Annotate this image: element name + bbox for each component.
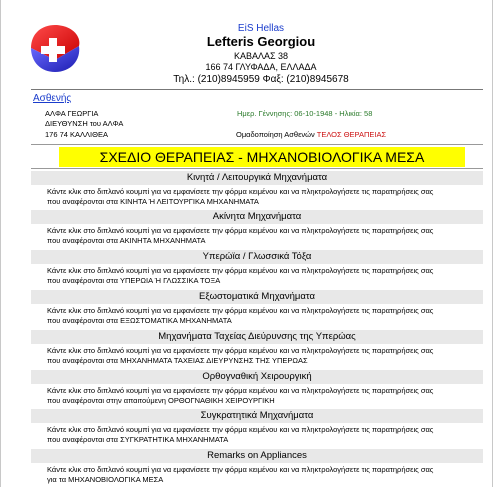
address-street: ΚΑΒΑΛΑΣ 38: [233, 51, 289, 61]
section-text-line: Κάντε κλικ στο διπλανό κουμπί για να εμφανίσετε την φόρμα κειμένου και να πληκτρολογήσετε τις παρατηρήσεις σας: [47, 465, 434, 474]
section-text-line: Κάντε κλικ στο διπλανό κουμπί για να εμφανίσετε την φόρμα κειμένου και να πληκτρολογήσετε τις παρατηρήσεις σας: [47, 386, 434, 395]
section-text-line: Κάντε κλικ στο διπλανό κουμπί για να εμφανίσετε την φόρμα κειμένου και να πληκτρολογήσετε τις παρατηρήσεις σας: [47, 425, 434, 434]
section-title: Ακίνητα Μηχανήματα: [31, 210, 483, 224]
section-text-line: που αναφέρονται στην απαιτούμενη ΟΡΘΟΓΝΑΘΙΚΗ ΧΕΙΡΟΥΡΓΙΚΗ: [47, 396, 275, 405]
treatment-plan-banner: ΣΧΕΔΙΟ ΘΕΡΑΠΕΙΑΣ - ΜΗΧΑΝΟΒΙΟΛΟΓΙΚΑ ΜΕΣΑ: [59, 147, 465, 167]
section-text-line: Κάντε κλικ στο διπλανό κουμπί για να εμφανίσετε την φόρμα κειμένου και να πληκτρολογήσετε τις παρατηρήσεις σας: [47, 306, 434, 315]
patient-city: 176 74 ΚΑΛΛΙΘΕΑ: [45, 130, 108, 139]
section-title: Μηχανήματα Ταχείας Διεύρυνσης της Υπερώας: [31, 330, 483, 344]
section-text[interactable]: [47, 386, 477, 406]
section-text-line: που αναφέρονται στα ΚΙΝΗΤΑ Ή ΛΕΙΤΟΥΡΓΙΚΑ ΜΗΧΑΝΗΜΑΤΑ: [47, 197, 259, 206]
section-text-line: Κάντε κλικ στο διπλανό κουμπί για να εμφανίσετε την φόρμα κειμένου και να πληκτρολογήσετε τις παρατηρήσεις σας: [47, 266, 434, 275]
section-title: Remarks on Appliances: [31, 449, 483, 463]
contact-phone-fax: Τηλ.: (210)8945959 Φαξ: (210)8945678: [173, 74, 349, 85]
patient-birth-info: Ημερ. Γέννησης: 06-10-1948 - Ηλικία: 58: [237, 109, 373, 118]
section-text-line: για τα ΜΗΧΑΝΟΒΙΟΛΟΓΙΚΑ ΜΕΣΑ: [47, 475, 164, 484]
section-text-line: που αναφέρονται στα ΥΠΕΡΩΙΑ Ή ΓΛΩΣΣΙΚΑ ΤΟΞΑ: [47, 276, 221, 285]
clinic-logo-icon: [27, 20, 83, 76]
section-text-line: Κάντε κλικ στο διπλανό κουμπί για να εμφανίσετε την φόρμα κειμένου και να πληκτρολογήσετε τις παρατηρήσεις σας: [47, 187, 434, 196]
address-city: 166 74 ΓΛΥΦΑΔΑ, ΕΛΛΑΔΑ: [205, 62, 317, 72]
section-text[interactable]: [47, 226, 477, 246]
section-title: Υπερώϊα / Γλωσσικά Τόξα: [31, 250, 483, 264]
section-title: Εξωστοματικά Μηχανήματα: [31, 290, 483, 304]
section-text-line: που αναφέρονται στα ΕΞΩΣΤΟΜΑΤΙΚΑ ΜΗΧΑΝΗΜΑΤΑ: [47, 316, 232, 325]
section-text[interactable]: [47, 425, 477, 445]
patient-divider: [31, 144, 483, 145]
patient-group-value: ΤΕΛΟΣ ΘΕΡΑΠΕΙΑΣ: [316, 130, 387, 139]
section-text[interactable]: [47, 266, 477, 286]
section-text[interactable]: [47, 465, 477, 485]
banner-divider: [31, 168, 483, 169]
section-text[interactable]: [47, 306, 477, 326]
section-text[interactable]: [47, 346, 477, 366]
patient-name: ΑΛΦΑ ΓΕΩΡΓΙΑ: [45, 109, 99, 118]
section-text-line: που αναφέρονται στα ΑΚΙΝΗΤΑ ΜΗΧΑΝΗΜΑΤΑ: [47, 236, 206, 245]
org-name: EiS Hellas: [237, 23, 285, 34]
section-text-line: Κάντε κλικ στο διπλανό κουμπί για να εμφανίσετε την φόρμα κειμένου και να πληκτρολογήσετε τις παρατηρήσεις σας: [47, 346, 434, 355]
section-title: Ορθογναθική Χειρουργική: [31, 370, 483, 384]
patient-link[interactable]: Ασθενής: [33, 93, 72, 104]
section-text[interactable]: [47, 187, 477, 207]
patient-group: [236, 130, 386, 139]
header-divider: [31, 89, 483, 90]
patient-group-label: Ομαδοποίηση Ασθενών: [236, 130, 315, 139]
section-title: Κινητά / Λειτουργικά Μηχανήματα: [31, 171, 483, 185]
patient-address: ΔΙΕΥΘΥΝΣΗ του ΑΛΦΑ: [45, 119, 124, 128]
section-text-line: που αναφέρονται στα ΜΗΧΑΝΗΜΑΤΑ ΤΑΧΕΙΑΣ ΔΙΕΥΡΥΝΣΗΣ ΤΗΣ ΥΠΕΡΩΑΣ: [47, 356, 308, 365]
section-title: Συγκρατητικά Μηχανήματα: [31, 409, 483, 423]
doctor-name: Lefteris Georgiou: [206, 34, 316, 49]
section-text-line: Κάντε κλικ στο διπλανό κουμπί για να εμφανίσετε την φόρμα κειμένου και να πληκτρολογήσετε τις παρατηρήσεις σας: [47, 226, 434, 235]
section-text-line: που αναφέρονται στα ΣΥΓΚΡΑΤΗΤΙΚΑ ΜΗΧΑΝΗΜΑΤΑ: [47, 435, 229, 444]
